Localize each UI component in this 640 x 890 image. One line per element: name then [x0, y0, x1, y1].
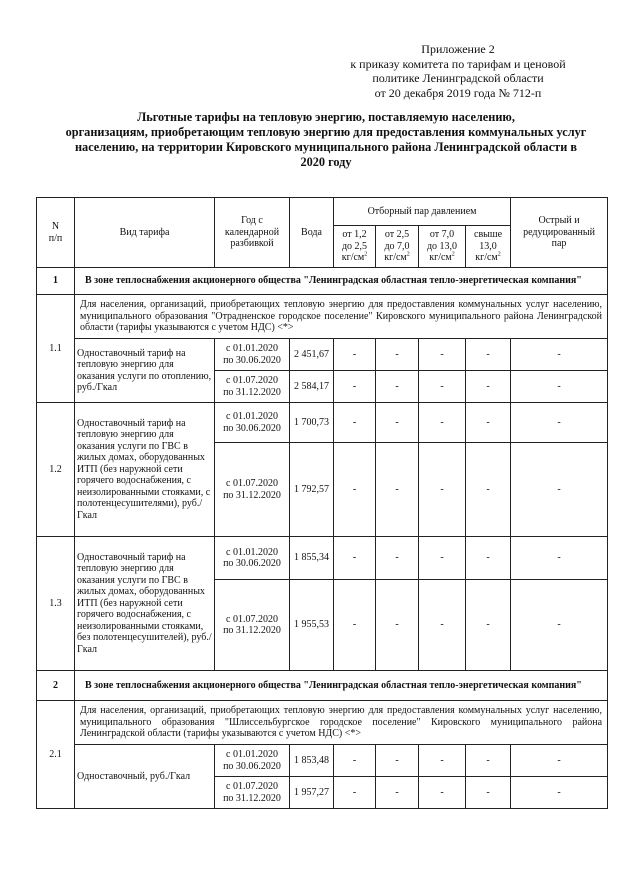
water-value: 2 451,67 — [290, 339, 334, 371]
p3-value: - — [419, 371, 466, 403]
section-zone: В зоне теплоснабжения акционерного общества "Ленинградская областная тепло-энергетическая компания" — [75, 268, 608, 295]
water-value: 1 700,73 — [290, 403, 334, 443]
p1-value: - — [334, 580, 376, 671]
col-p4-header — [466, 226, 511, 268]
appendix-line: политике Ленинградской области — [372, 71, 544, 85]
section-row — [37, 671, 608, 701]
period-from: с 01.01.2020 — [226, 749, 278, 760]
period-to: по 30.06.2020 — [223, 354, 281, 366]
group-num: 1.1 — [37, 295, 75, 403]
p4-value: - — [466, 580, 511, 671]
col-p3-header — [419, 226, 466, 268]
water-value: 2 584,17 — [290, 371, 334, 403]
p3-value: - — [419, 403, 466, 443]
water-value: 1 853,48 — [290, 745, 334, 777]
period-from: с 01.01.2020 — [226, 546, 278, 558]
tariff-kind: Одноставочный тариф на тепловую энергию для оказания услуги по ГВС в жилых домах, оборудованных ИТП (без наружной сети горячего водоснабжения, с неизолированными стояками, без полотенцесушителей), руб./Гкал — [75, 537, 215, 671]
table-row — [37, 339, 608, 371]
unit-label — [421, 252, 463, 264]
table-header-row — [37, 198, 608, 226]
p3-value: - — [419, 777, 466, 809]
group-num: 1.3 — [37, 537, 75, 671]
sharp-value: - — [511, 745, 608, 777]
col-label: до 13,0 — [426, 240, 458, 252]
table-row — [37, 537, 608, 580]
col-steam-header: Отборный пар давлением — [334, 198, 511, 226]
p2-value: - — [376, 339, 419, 371]
period-cell — [215, 403, 290, 443]
period-from: с 01.07.2020 — [226, 613, 278, 625]
unit-text: кг/см — [384, 252, 407, 264]
p4-value: - — [466, 777, 511, 809]
period-cell — [215, 777, 290, 809]
p4-value: - — [466, 443, 511, 537]
period-cell — [215, 537, 290, 580]
section-zone: В зоне теплоснабжения акционерного общества "Ленинградская областная тепло-энергетическая компания" — [75, 671, 608, 701]
table-row — [37, 745, 608, 777]
col-label: пар — [551, 238, 567, 250]
p1-value: - — [334, 537, 376, 580]
water-value: 1 792,57 — [290, 443, 334, 537]
appendix-line: к приказу комитета по тарифам и ценовой — [350, 56, 566, 71]
period-cell — [215, 443, 290, 537]
document-title — [56, 110, 596, 170]
sharp-value: - — [511, 537, 608, 580]
appendix-line: от 20 декабря 2019 года № 712-п — [374, 85, 542, 100]
col-p2-header — [376, 226, 419, 268]
p3-value: - — [419, 580, 466, 671]
p4-value: - — [466, 403, 511, 443]
col-label: Год с — [241, 215, 263, 227]
title-line: населению, на территории Кировского муниципального района Ленинградской области в — [74, 140, 578, 154]
p1-value: - — [334, 339, 376, 371]
period-to: по 30.06.2020 — [223, 422, 281, 434]
col-p1-header — [334, 226, 376, 268]
col-label: от 2,5 — [384, 229, 410, 241]
section-row — [37, 268, 608, 295]
period-from: с 01.07.2020 — [226, 478, 278, 489]
col-label: редуцированный — [523, 226, 595, 238]
col-kind-header: Вид тарифа — [75, 198, 215, 268]
table-row — [37, 403, 608, 443]
period-to: по 30.06.2020 — [223, 760, 281, 772]
group-description: Для населения, организаций, приобретающих тепловую энергию для предоставления коммунальных услуг населению, муниципального образования "Отрадненское городское поселение" Кировского муниципального района Ленинградской области (тарифы указываются с учетом НДС) <*> — [75, 295, 608, 339]
period-cell — [215, 339, 290, 371]
p3-value: - — [419, 339, 466, 371]
period-from: с 01.07.2020 — [226, 375, 278, 386]
section-num: 1 — [37, 268, 75, 295]
col-label: до 2,5 — [341, 240, 368, 252]
p4-value: - — [466, 745, 511, 777]
p3-value: - — [419, 443, 466, 537]
water-value: 1 957,27 — [290, 777, 334, 809]
period-to: по 30.06.2020 — [223, 558, 281, 569]
group-num: 2.1 — [37, 701, 75, 809]
tariff-kind: Одноставочный тариф на тепловую энергию для оказания услуги по отоплению, руб./Гкал — [75, 339, 215, 403]
period-from: с 01.01.2020 — [226, 343, 278, 354]
water-value: 1 955,53 — [290, 580, 334, 671]
period-cell — [215, 580, 290, 671]
period-from: с 01.07.2020 — [226, 781, 278, 792]
unit-exp: 2 — [451, 251, 455, 258]
p3-value: - — [419, 537, 466, 580]
unit-exp: 2 — [364, 251, 368, 258]
sharp-value: - — [511, 580, 608, 671]
col-water-header: Вода — [290, 198, 334, 268]
title-line: Льготные тарифы на тепловую энергию, поставляемую населению, — [137, 110, 515, 124]
col-label: 13,0 — [479, 240, 497, 252]
col-label: Острый и — [538, 215, 580, 227]
col-num-header — [37, 198, 75, 268]
unit-text: кг/см — [341, 252, 365, 264]
water-value: 1 855,34 — [290, 537, 334, 580]
p3-value: - — [419, 745, 466, 777]
tariff-kind: Одноставочный тариф на тепловую энергию для оказания услуги по ГВС в жилых домах, оборудованных ИТП (без наружной сети горячего водоснабжения, с неизолированными стояками, с полотенцесушителями), руб./Гкал — [75, 403, 215, 537]
col-label: календарной — [224, 226, 280, 238]
appendix-header — [340, 42, 576, 100]
sharp-value: - — [511, 371, 608, 403]
unit-label — [378, 252, 416, 264]
col-label: п/п — [48, 232, 63, 244]
p4-value: - — [466, 371, 511, 403]
period-to: по 31.12.2020 — [223, 489, 281, 501]
period-to: по 31.12.2020 — [223, 386, 281, 398]
sharp-value: - — [511, 403, 608, 443]
col-label: разбивкой — [230, 238, 274, 250]
p1-value: - — [334, 371, 376, 403]
period-to: по 31.12.2020 — [223, 792, 281, 804]
p2-value: - — [376, 371, 419, 403]
col-label: от 1,2 — [342, 229, 367, 241]
col-label: от 7,0 — [429, 229, 455, 241]
title-line: организациям, приобретающим тепловую энергию для предоставления коммунальных услуг — [65, 125, 587, 139]
p4-value: - — [466, 339, 511, 371]
title-line: 2020 году — [300, 155, 352, 169]
col-sharp-header — [511, 198, 608, 268]
col-year-header — [215, 198, 290, 268]
table-row — [37, 701, 608, 745]
p1-value: - — [334, 403, 376, 443]
unit-label — [336, 252, 373, 264]
period-to: по 31.12.2020 — [223, 625, 281, 636]
unit-exp: 2 — [406, 251, 410, 258]
period-cell — [215, 371, 290, 403]
section-num: 2 — [37, 671, 75, 701]
unit-text: кг/см — [429, 252, 452, 264]
tariff-kind: Одноставочный, руб./Гкал — [75, 745, 215, 809]
p2-value: - — [376, 745, 419, 777]
p2-value: - — [376, 580, 419, 671]
group-num: 1.2 — [37, 403, 75, 537]
appendix-line: Приложение 2 — [421, 42, 495, 56]
unit-text: кг/см — [475, 252, 498, 264]
p4-value: - — [466, 537, 511, 580]
p2-value: - — [376, 443, 419, 537]
col-label: N — [51, 221, 60, 232]
period-cell — [215, 745, 290, 777]
unit-label — [468, 252, 508, 264]
col-label: свыше — [474, 229, 503, 241]
p2-value: - — [376, 403, 419, 443]
p2-value: - — [376, 537, 419, 580]
p1-value: - — [334, 745, 376, 777]
sharp-value: - — [511, 443, 608, 537]
p1-value: - — [334, 777, 376, 809]
unit-exp: 2 — [497, 251, 501, 258]
tariff-table — [36, 197, 608, 809]
col-label: до 7,0 — [384, 240, 410, 252]
sharp-value: - — [511, 777, 608, 809]
p1-value: - — [334, 443, 376, 537]
group-description: Для населения, организаций, приобретающих тепловую энергию для предоставления коммунальных услуг населению, муниципального образования "Шлиссельбургское городское поселение" Кировского муниципального района Ленинградской области (тарифы указываются с учетом НДС) <*> — [75, 701, 608, 745]
period-from: с 01.01.2020 — [226, 411, 278, 422]
p2-value: - — [376, 777, 419, 809]
table-row — [37, 295, 608, 339]
sharp-value: - — [511, 339, 608, 371]
